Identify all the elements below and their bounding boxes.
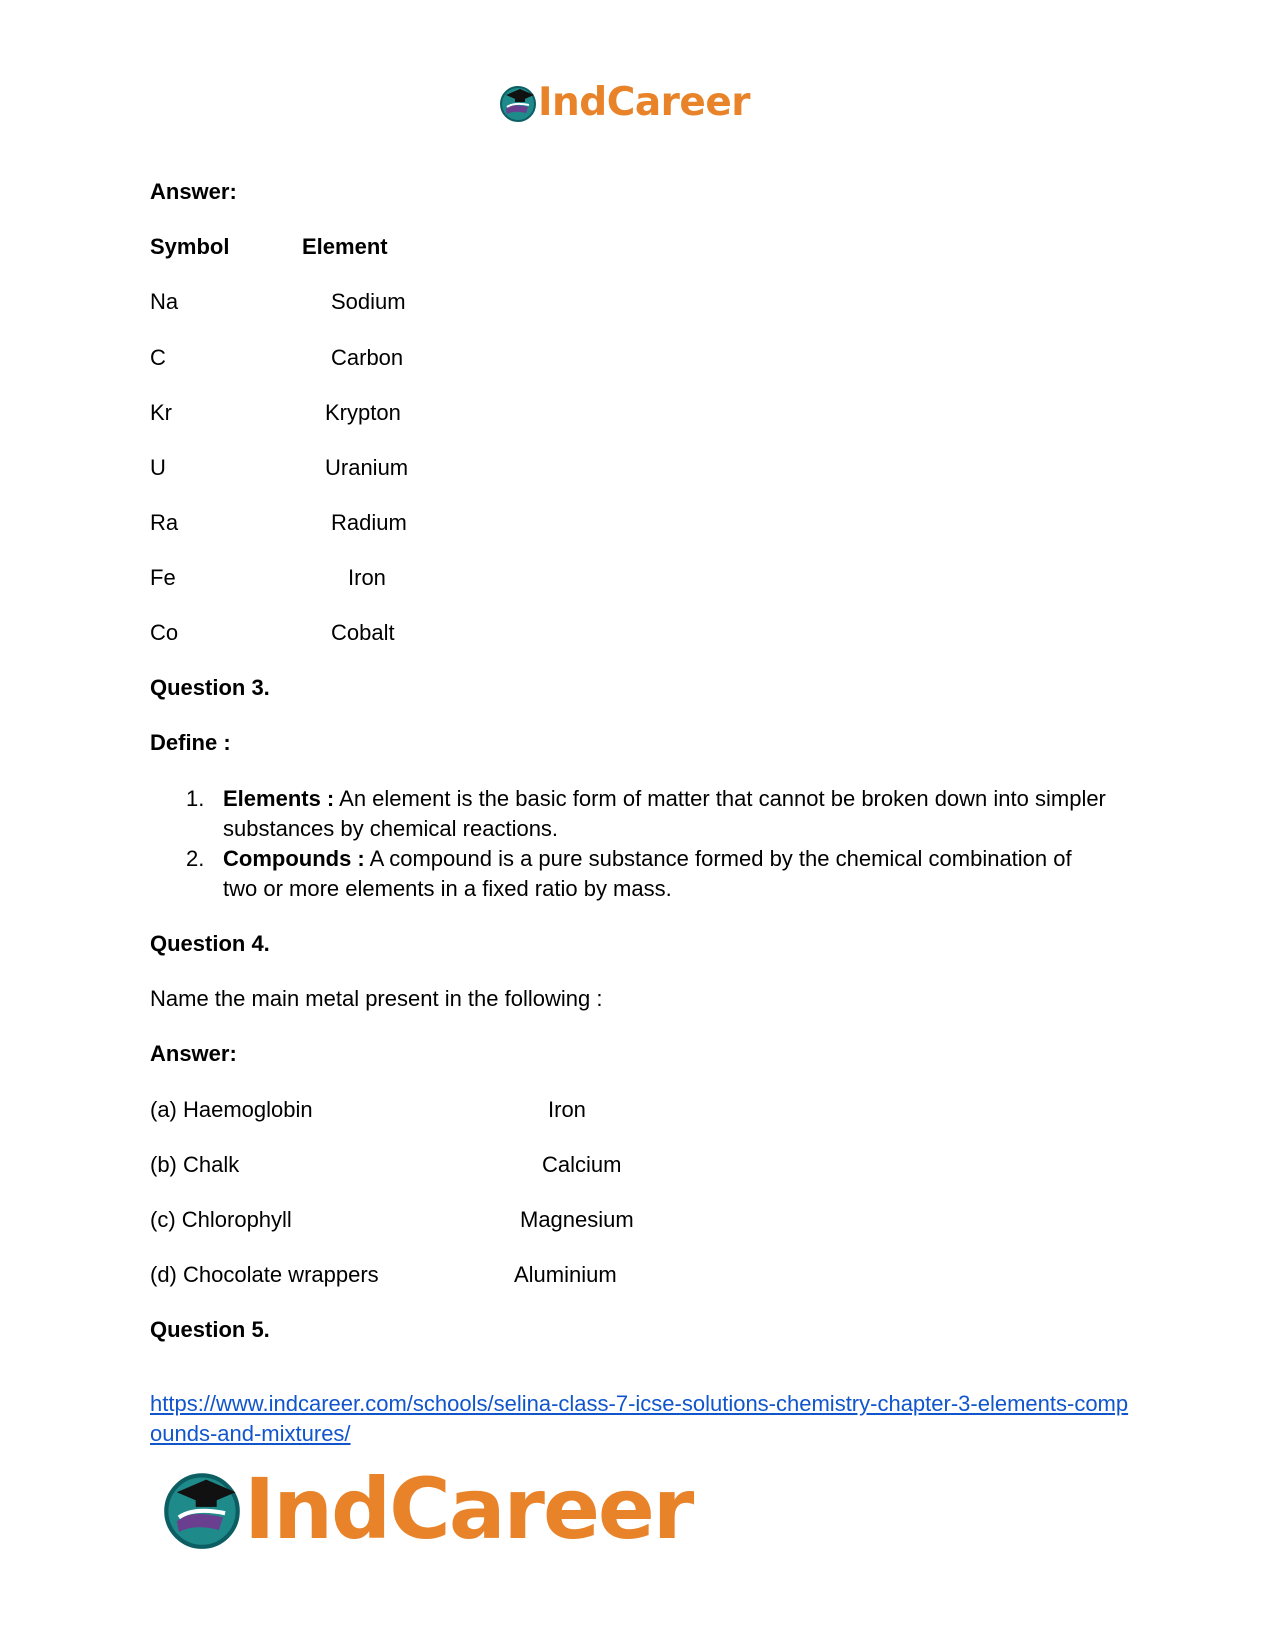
element-cell: Iron <box>348 565 386 590</box>
footer-logo <box>160 1460 693 1558</box>
source-link[interactable]: https://www.indcareer.com/schools/selina-class-7-icse-solutions-chemistry-chapter-3-elements-compounds-and-mixtures/ <box>150 1391 1129 1446</box>
symbol-cell: U <box>150 455 166 480</box>
header-logo-text: IndCareer <box>538 80 750 125</box>
question-3-heading: Question 3. <box>150 675 270 700</box>
element-column-header: Element <box>302 234 388 259</box>
item-cell: (d) Chocolate wrappers <box>150 1262 379 1287</box>
footer-logo-text: IndCareer <box>244 1460 693 1558</box>
symbol-cell: Kr <box>150 400 172 425</box>
list-item <box>150 784 1110 844</box>
metal-cell: Magnesium <box>520 1207 634 1232</box>
element-cell: Sodium <box>331 289 406 314</box>
list-number: 2. <box>186 846 205 871</box>
question-5-heading: Question 5. <box>150 1317 270 1342</box>
metal-cell: Iron <box>548 1097 586 1122</box>
graduation-globe-icon <box>498 83 538 123</box>
symbol-cell: Fe <box>150 565 176 590</box>
definition-text: A compound is a pure substance formed by the chemical combination of two or more elements in a fixed ratio by mass. <box>223 846 1072 901</box>
definition-text: An element is the basic form of matter that cannot be broken down into simpler substances by chemical reactions. <box>223 786 1106 841</box>
element-cell: Cobalt <box>331 620 395 645</box>
item-cell: (a) Haemoglobin <box>150 1097 313 1122</box>
list-number: 1. <box>186 786 205 811</box>
symbol-cell: C <box>150 345 166 370</box>
header-logo <box>498 80 750 126</box>
term-label: Elements : <box>223 786 335 811</box>
symbol-cell: Na <box>150 289 179 314</box>
graduation-globe-icon <box>160 1467 244 1551</box>
definition-list <box>150 784 1110 904</box>
define-prompt: Define : <box>150 730 231 755</box>
metal-cell: Calcium <box>542 1152 622 1177</box>
item-cell: (c) Chlorophyll <box>150 1207 292 1232</box>
metal-cell: Aluminium <box>514 1262 617 1287</box>
symbol-cell: Ra <box>150 510 179 535</box>
element-cell: Uranium <box>325 455 409 480</box>
element-cell: Carbon <box>331 345 404 370</box>
term-label: Compounds : <box>223 846 365 871</box>
list-item <box>150 844 1110 904</box>
question-4-heading: Question 4. <box>150 931 270 956</box>
answer-heading: Answer: <box>150 179 237 204</box>
symbol-cell: Co <box>150 620 179 645</box>
question-4-prompt: Name the main metal present in the following : <box>150 986 603 1011</box>
item-cell: (b) Chalk <box>150 1152 240 1177</box>
symbol-column-header: Symbol <box>150 234 230 259</box>
element-cell: Radium <box>331 510 407 535</box>
element-cell: Krypton <box>325 400 401 425</box>
answer-heading: Answer: <box>150 1041 237 1066</box>
